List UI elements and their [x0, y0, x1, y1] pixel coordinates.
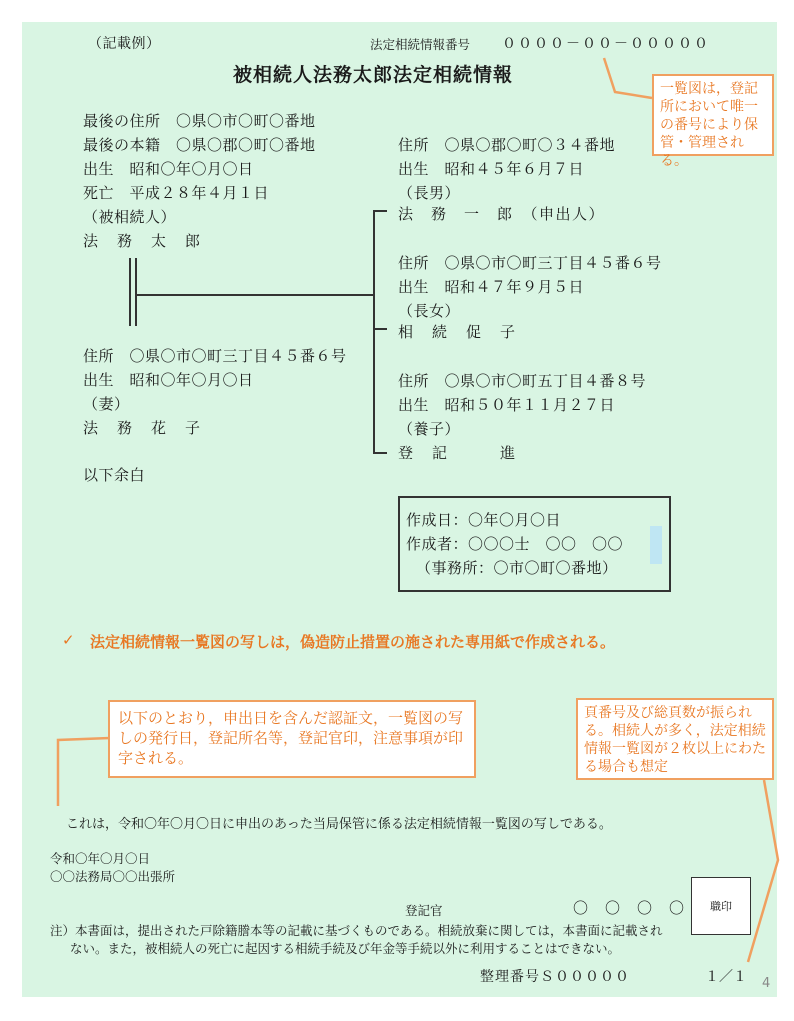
info-number-value: ００００－００－０００００: [502, 36, 710, 52]
callout-unique-number: 一覧図は，登記所において唯一の番号により保管・管理される。: [652, 74, 774, 156]
heir-1-relation: （長男）: [398, 184, 461, 202]
right-callout-pointer: [748, 780, 778, 962]
note-line-2: ない。また，被相続人の死亡に起因する相続手続及び年金等手続以外に利用することはできない。: [70, 941, 621, 956]
slide-number: 4: [762, 976, 771, 991]
heir-2-born: 出生 昭和４７年９月５日: [398, 278, 585, 296]
heir-2-address: 住所 〇県〇市〇町三丁目４５番６号: [398, 254, 662, 272]
decedent-last-domicile: 最後の本籍 〇県〇郡〇町〇番地: [83, 136, 316, 154]
note-line-1: 注）本書面は，提出された戸除籍謄本等の記載に基づくものである。相続放棄に関しては，本書面に記載され: [50, 923, 663, 938]
left-callout-pointer: [58, 738, 110, 806]
heir-3-born: 出生 昭和５０年１１月２７日: [398, 396, 616, 414]
issuing-office: 〇〇法務局〇〇出張所: [50, 869, 176, 884]
spouse-name: 法 務 花 子: [83, 419, 203, 437]
decedent-died: 死亡 平成２８年４月１日: [83, 184, 270, 202]
decedent-born: 出生 昭和〇年〇月〇日: [83, 160, 254, 178]
heir-2-name: 相 続 促 子: [398, 323, 518, 341]
heir-1-born: 出生 昭和４５年６月７日: [398, 160, 585, 178]
callout-page-numbering: 頁番号及び総頁数が振られる。相続人が多く，法定相続情報一覧図が２枚以上にわたる場合も想定: [576, 698, 774, 780]
page-title: 被相続人法務太郎法定相続情報: [233, 64, 514, 86]
top-callout-pointer: [604, 58, 652, 98]
serial-number: 整理番号Ｓ０００００: [480, 969, 630, 985]
spouse-address: 住所 〇県〇市〇町三丁目４５番６号: [83, 347, 347, 365]
heir-3-address: 住所 〇県〇市〇町五丁目４番８号: [398, 372, 647, 390]
example-label: （記載例）: [88, 36, 161, 52]
remainder-blank: 以下余白: [83, 466, 146, 484]
creator-name: 作成者：〇〇〇士 〇〇 〇〇: [406, 535, 624, 553]
registrar-label: 登記官: [405, 903, 443, 918]
spouse-born: 出生 昭和〇年〇月〇日: [83, 371, 254, 389]
creator-date: 作成日：〇年〇月〇日: [406, 511, 562, 529]
heir-3-name: 登 記 進: [398, 444, 518, 462]
certificate-statement: これは，令和〇年〇月〇日に申出のあった当局保管に係る法定相続情報一覧図の写しである。: [66, 817, 612, 832]
heir-2-relation: （長女）: [398, 302, 461, 320]
spouse-relation: （妻）: [83, 395, 130, 413]
info-number-label: 法定相続情報番号: [370, 37, 471, 52]
heir-1-address: 住所 〇県〇郡〇町〇３４番地: [398, 136, 616, 154]
decedent-name: 法 務 太 郎: [83, 232, 203, 250]
official-seal: 職印: [691, 877, 751, 935]
page-count: １／１: [705, 969, 747, 985]
registrar-name: 〇 〇 〇 〇: [573, 899, 686, 917]
issue-date: 令和〇年〇月〇日: [50, 851, 151, 866]
notice-text: 法定相続情報一覧図の写しは，偽造防止措置の施された専用紙で作成される。: [90, 633, 616, 651]
heir-3-relation: （養子）: [398, 420, 461, 438]
decedent-last-address: 最後の住所 〇県〇市〇町〇番地: [83, 112, 316, 130]
decedent-relation: （被相続人）: [83, 208, 177, 226]
callout-certification-text: 以下のとおり，申出日を含んだ認証文，一覧図の写しの発行日，登記所名等，登記官印，注意事項が印字される。: [108, 700, 476, 778]
check-icon: ✓: [62, 631, 75, 649]
creator-office: （事務所：〇市〇町〇番地）: [416, 559, 618, 577]
heir-1-name: 法 務 一 郎 （申出人）: [398, 205, 606, 223]
